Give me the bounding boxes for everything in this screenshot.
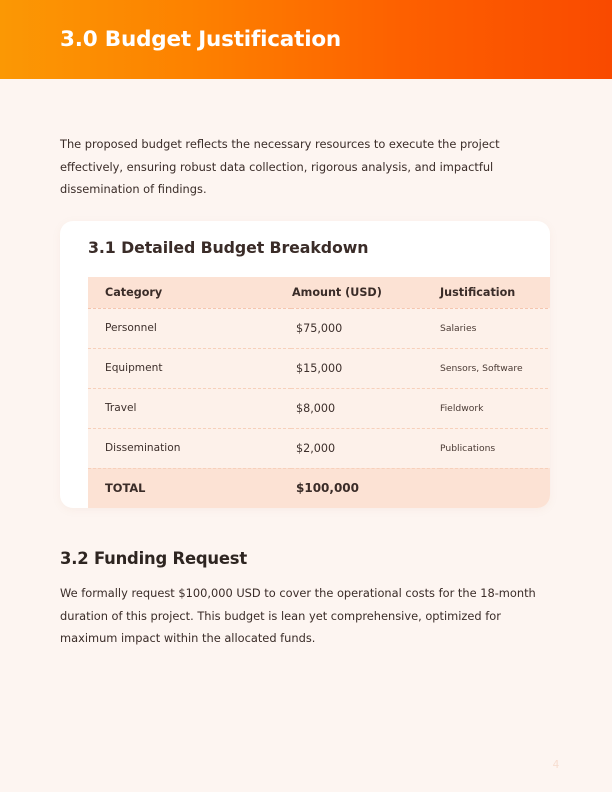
- column-header-justification: Justification: [440, 277, 550, 308]
- cell-total-amount: $100,000: [296, 481, 360, 496]
- intro-paragraph: The proposed budget reflects the necessary resources to execute the project effectively, ensuring robust data collection, rigorous analysis, and impactful dissemination of findings.: [60, 137, 500, 197]
- cell-justification: Salaries: [440, 308, 550, 348]
- table-row: [88, 348, 550, 388]
- cell-category: Equipment: [88, 348, 291, 388]
- budget-table-viewport: [88, 277, 550, 508]
- column-header-amount: Amount (USD): [291, 277, 440, 308]
- cell-category: Travel: [88, 388, 291, 428]
- cell-amount: $75,000: [291, 308, 440, 348]
- page-title: 3.0 Budget Justification: [60, 26, 342, 52]
- cell-amount: $8,000: [291, 388, 440, 428]
- cell-amount: $15,000: [291, 348, 440, 388]
- budget-table: [88, 277, 550, 508]
- cell-justification: Publications: [440, 428, 550, 468]
- cell-justification: Fieldwork: [440, 388, 550, 428]
- budget-breakdown-card: [60, 221, 550, 508]
- page-number: 4: [552, 759, 560, 771]
- budget-table-body: [88, 308, 550, 508]
- cell-category: Personnel: [88, 308, 291, 348]
- column-header-category: Category: [88, 277, 291, 308]
- table-header-row: [88, 277, 550, 308]
- page-content: [0, 79, 612, 792]
- cell-category: Dissemination: [88, 428, 291, 468]
- cell-total-justification: [440, 468, 550, 508]
- table-row: [88, 388, 550, 428]
- budget-table-header: [88, 277, 550, 308]
- budget-card-title: 3.1 Detailed Budget Breakdown: [88, 238, 369, 257]
- funding-request-title: 3.2 Funding Request: [60, 548, 247, 568]
- table-total-row: [88, 468, 550, 508]
- page-header-banner: [0, 0, 612, 79]
- table-row: [88, 308, 550, 348]
- funding-request-paragraph: We formally request $100,000 USD to cover the operational costs for the 18-month duration of this project. This budget is lean yet comprehensive, optimized for maximum impact within the allocated funds.: [60, 586, 536, 646]
- cell-amount: $2,000: [291, 428, 440, 468]
- cell-total-label: TOTAL: [105, 481, 146, 496]
- table-row: [88, 428, 550, 468]
- cell-justification: Sensors, Software: [440, 348, 550, 388]
